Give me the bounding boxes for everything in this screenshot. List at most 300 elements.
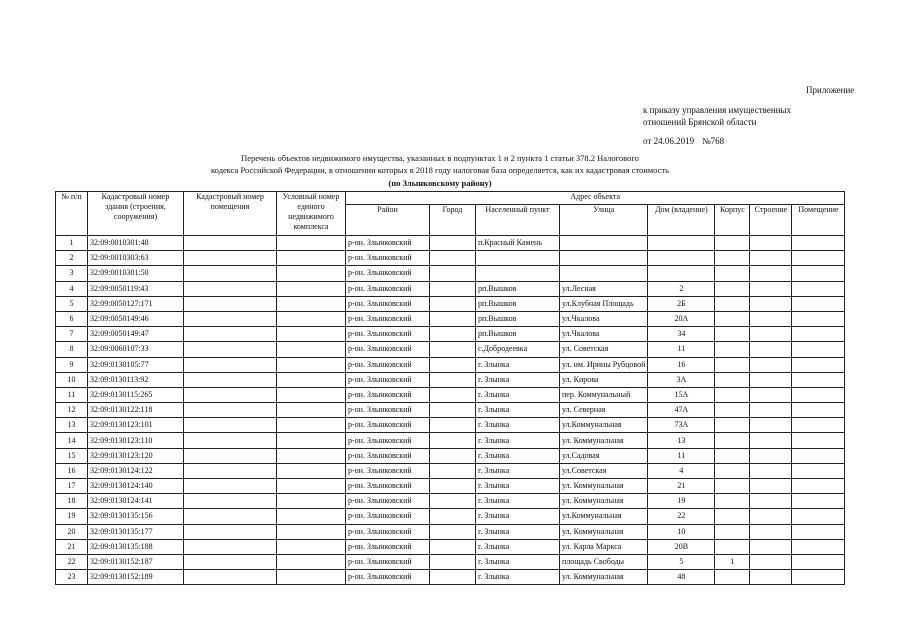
room-cadastral-cell (184, 281, 277, 296)
city-cell (430, 433, 476, 448)
locality-cell: г. Злынка (476, 448, 560, 463)
korpus-cell (715, 357, 750, 372)
room-cadastral-cell (184, 494, 277, 509)
korpus-cell (715, 494, 750, 509)
locality-cell: г. Злынка (476, 387, 560, 402)
building-cadastral-cell: 32:09:0130152:189 (88, 570, 184, 585)
district-cell: р-он. Злынковский (346, 251, 430, 266)
house-cell: 22 (648, 509, 715, 524)
locality-cell: г. Злынка (476, 403, 560, 418)
street-cell: ул.Садовая (560, 448, 648, 463)
city-cell (430, 387, 476, 402)
house-cell (648, 266, 715, 281)
row-number: 23 (56, 570, 88, 585)
room-cadastral-cell (184, 311, 277, 326)
complex-number-cell (277, 296, 346, 311)
locality-cell: г. Злынка (476, 570, 560, 585)
district-cell: р-он. Злынковский (346, 357, 430, 372)
building-part-cell (750, 296, 792, 311)
complex-number-cell (277, 236, 346, 251)
building-part-cell (750, 539, 792, 554)
building-cadastral-cell: 32:09:0130105:77 (88, 357, 184, 372)
table-row (56, 448, 845, 463)
table-row (56, 494, 845, 509)
header-house: Дом (владение) (648, 205, 715, 236)
street-cell: ул.Коммунальная (560, 418, 648, 433)
street-cell: ул. Коммунальная (560, 433, 648, 448)
table-row (56, 251, 845, 266)
house-cell: 11 (648, 342, 715, 357)
complex-number-cell (277, 570, 346, 585)
table-row (56, 236, 845, 251)
district-cell: р-он. Злынковский (346, 266, 430, 281)
street-cell: ул. Карла Маркса (560, 539, 648, 554)
row-number: 20 (56, 524, 88, 539)
property-table (55, 191, 845, 585)
locality-cell: г. Злынка (476, 539, 560, 554)
city-cell (430, 403, 476, 418)
building-part-cell (750, 251, 792, 266)
house-cell: 21 (648, 479, 715, 494)
header-building-part: Строение (750, 205, 792, 236)
row-number: 15 (56, 448, 88, 463)
building-part-cell (750, 494, 792, 509)
korpus-cell (715, 448, 750, 463)
premises-cell (792, 281, 845, 296)
street-cell: ул.Клубная Площадь (560, 296, 648, 311)
room-cadastral-cell (184, 554, 277, 569)
building-part-cell (750, 479, 792, 494)
building-cadastral-cell: 32:09:0010301:50 (88, 266, 184, 281)
order-line-2: отношений Брянской области (643, 117, 757, 127)
district-cell: р-он. Злынковский (346, 433, 430, 448)
list-title-line-2: кодекса Российской Федерации, в отношении которых в 2018 году налоговая база определяется, как их кадастровая стоимость (210, 165, 669, 175)
locality-cell (476, 266, 560, 281)
premises-cell (792, 372, 845, 387)
premises-cell (792, 433, 845, 448)
building-cadastral-cell: 32:09:0130123:110 (88, 433, 184, 448)
city-cell (430, 463, 476, 478)
district-cell: р-он. Злынковский (346, 539, 430, 554)
street-cell: ул.Лесная (560, 281, 648, 296)
building-part-cell (750, 372, 792, 387)
building-part-cell (750, 554, 792, 569)
building-part-cell (750, 403, 792, 418)
row-number: 12 (56, 403, 88, 418)
locality-cell: рп.Вышков (476, 311, 560, 326)
house-cell: 2 (648, 281, 715, 296)
building-part-cell (750, 433, 792, 448)
locality-cell: г. Злынка (476, 554, 560, 569)
city-cell (430, 357, 476, 372)
building-cadastral-cell: 32:09:0130135:188 (88, 539, 184, 554)
table-row (56, 266, 845, 281)
header-street: Улица (560, 205, 648, 236)
locality-cell: п.Красный Камень (476, 236, 560, 251)
complex-number-cell (277, 251, 346, 266)
building-cadastral-cell: 32:09:0130152:187 (88, 554, 184, 569)
row-number: 1 (56, 236, 88, 251)
row-number: 2 (56, 251, 88, 266)
complex-number-cell (277, 403, 346, 418)
room-cadastral-cell (184, 509, 277, 524)
premises-cell (792, 311, 845, 326)
korpus-cell (715, 418, 750, 433)
region-title: (по Злынковскому району) (388, 178, 492, 188)
korpus-cell (715, 479, 750, 494)
locality-cell: г. Злынка (476, 524, 560, 539)
table-row (56, 509, 845, 524)
locality-cell: рп.Вышков (476, 327, 560, 342)
premises-cell (792, 387, 845, 402)
korpus-cell (715, 539, 750, 554)
table-row (56, 570, 845, 585)
premises-cell (792, 251, 845, 266)
row-number: 11 (56, 387, 88, 402)
room-cadastral-cell (184, 296, 277, 311)
premises-cell (792, 266, 845, 281)
locality-cell: г. Злынка (476, 479, 560, 494)
row-number: 13 (56, 418, 88, 433)
table-row (56, 554, 845, 569)
korpus-cell (715, 311, 750, 326)
korpus-cell (715, 403, 750, 418)
building-part-cell (750, 463, 792, 478)
complex-number-cell (277, 448, 346, 463)
building-part-cell (750, 266, 792, 281)
table-row (56, 281, 845, 296)
city-cell (430, 554, 476, 569)
header-district: Район (346, 205, 430, 236)
room-cadastral-cell (184, 433, 277, 448)
korpus-cell: 1 (715, 554, 750, 569)
complex-number-cell (277, 357, 346, 372)
room-cadastral-cell (184, 327, 277, 342)
city-cell (430, 479, 476, 494)
city-cell (430, 236, 476, 251)
district-cell: р-он. Злынковский (346, 524, 430, 539)
district-cell: р-он. Злынковский (346, 281, 430, 296)
room-cadastral-cell (184, 403, 277, 418)
order-number: №768 (702, 136, 725, 146)
city-cell (430, 448, 476, 463)
locality-cell: г. Злынка (476, 418, 560, 433)
house-cell: 16 (648, 357, 715, 372)
street-cell: ул. им. Ирины Рубцовой (560, 357, 648, 372)
building-cadastral-cell: 32:09:0130135:156 (88, 509, 184, 524)
street-cell: ул.Советская (560, 463, 648, 478)
complex-number-cell (277, 554, 346, 569)
house-cell (648, 251, 715, 266)
street-cell: площадь Свободы (560, 554, 648, 569)
district-cell: р-он. Злынковский (346, 372, 430, 387)
house-cell: 5 (648, 554, 715, 569)
row-number: 16 (56, 463, 88, 478)
korpus-cell (715, 570, 750, 585)
room-cadastral-cell (184, 448, 277, 463)
district-cell: р-он. Злынковский (346, 296, 430, 311)
district-cell: р-он. Злынковский (346, 570, 430, 585)
house-cell: 13 (648, 433, 715, 448)
room-cadastral-cell (184, 251, 277, 266)
building-part-cell (750, 281, 792, 296)
building-cadastral-cell: 32:09:0060107:33 (88, 342, 184, 357)
building-part-cell (750, 327, 792, 342)
row-number: 8 (56, 342, 88, 357)
house-cell: 10 (648, 524, 715, 539)
complex-number-cell (277, 509, 346, 524)
room-cadastral-cell (184, 357, 277, 372)
korpus-cell (715, 509, 750, 524)
premises-cell (792, 327, 845, 342)
house-cell: 20В (648, 539, 715, 554)
building-cadastral-cell: 32:09:0050119:43 (88, 281, 184, 296)
table-row (56, 327, 845, 342)
house-cell: 3А (648, 372, 715, 387)
order-line-1: к приказу управления имущественных (643, 105, 792, 115)
locality-cell: г. Злынка (476, 357, 560, 372)
locality-cell: г. Злынка (476, 372, 560, 387)
building-part-cell (750, 342, 792, 357)
street-cell (560, 266, 648, 281)
premises-cell (792, 236, 845, 251)
korpus-cell (715, 463, 750, 478)
district-cell: р-он. Злынковский (346, 463, 430, 478)
header-premises: Помещение (792, 205, 845, 236)
district-cell: р-он. Злынковский (346, 448, 430, 463)
street-cell: ул. Коммунальная (560, 524, 648, 539)
row-number: 10 (56, 372, 88, 387)
premises-cell (792, 418, 845, 433)
building-cadastral-cell: 32:09:0050127:171 (88, 296, 184, 311)
locality-cell: г. Злынка (476, 463, 560, 478)
complex-number-cell (277, 327, 346, 342)
street-cell: ул.Чкалова (560, 311, 648, 326)
room-cadastral-cell (184, 342, 277, 357)
street-cell: ул. Коммунальная (560, 570, 648, 585)
table-row (56, 479, 845, 494)
building-part-cell (750, 357, 792, 372)
row-number: 6 (56, 311, 88, 326)
row-number: 3 (56, 266, 88, 281)
row-number: 4 (56, 281, 88, 296)
street-cell: ул. Советская (560, 342, 648, 357)
locality-cell: г. Злынка (476, 509, 560, 524)
korpus-cell (715, 266, 750, 281)
room-cadastral-cell (184, 479, 277, 494)
city-cell (430, 311, 476, 326)
building-cadastral-cell: 32:09:0130124:140 (88, 479, 184, 494)
district-cell: р-он. Злынковский (346, 494, 430, 509)
room-cadastral-cell (184, 266, 277, 281)
city-cell (430, 281, 476, 296)
korpus-cell (715, 296, 750, 311)
korpus-cell (715, 387, 750, 402)
city-cell (430, 494, 476, 509)
locality-cell: г. Злынка (476, 433, 560, 448)
street-cell: пер. Коммунальный (560, 387, 648, 402)
city-cell (430, 266, 476, 281)
building-cadastral-cell: 32:09:0130124:141 (88, 494, 184, 509)
street-cell: ул. Коммунальная (560, 479, 648, 494)
building-cadastral-cell: 32:09:0130123:120 (88, 448, 184, 463)
premises-cell (792, 539, 845, 554)
table-row (56, 433, 845, 448)
building-part-cell (750, 418, 792, 433)
building-cadastral-cell: 32:09:0010301:48 (88, 236, 184, 251)
building-part-cell (750, 524, 792, 539)
korpus-cell (715, 433, 750, 448)
house-cell: 73А (648, 418, 715, 433)
room-cadastral-cell (184, 372, 277, 387)
room-cadastral-cell (184, 236, 277, 251)
room-cadastral-cell (184, 524, 277, 539)
locality-cell: г. Злынка (476, 494, 560, 509)
complex-number-cell (277, 539, 346, 554)
order-date: от 24.06.2019 (643, 136, 695, 146)
house-cell: 15А (648, 387, 715, 402)
table-row (56, 311, 845, 326)
complex-number-cell (277, 372, 346, 387)
house-cell: 4 (648, 463, 715, 478)
city-cell (430, 539, 476, 554)
building-part-cell (750, 311, 792, 326)
table-row (56, 463, 845, 478)
korpus-cell (715, 281, 750, 296)
complex-number-cell (277, 524, 346, 539)
district-cell: р-он. Злынковский (346, 554, 430, 569)
street-cell (560, 236, 648, 251)
complex-number-cell (277, 387, 346, 402)
house-cell: 2Б (648, 296, 715, 311)
korpus-cell (715, 251, 750, 266)
row-number: 9 (56, 357, 88, 372)
table-row (56, 342, 845, 357)
row-number: 18 (56, 494, 88, 509)
korpus-cell (715, 327, 750, 342)
appendix-title: Приложение (806, 85, 855, 95)
complex-number-cell (277, 281, 346, 296)
locality-cell: с.Добродеевка (476, 342, 560, 357)
header-num: № п/п (56, 192, 88, 236)
header-complex-number: Условный номер единого недвижимого комплекса (277, 192, 346, 236)
city-cell (430, 372, 476, 387)
korpus-cell (715, 342, 750, 357)
building-cadastral-cell: 32:09:0130122:118 (88, 403, 184, 418)
building-part-cell (750, 387, 792, 402)
district-cell: р-он. Злынковский (346, 236, 430, 251)
complex-number-cell (277, 463, 346, 478)
korpus-cell (715, 236, 750, 251)
street-cell: ул. Коммунальная (560, 494, 648, 509)
premises-cell (792, 509, 845, 524)
district-cell: р-он. Злынковский (346, 479, 430, 494)
street-cell: ул. Северная (560, 403, 648, 418)
building-part-cell (750, 570, 792, 585)
district-cell: р-он. Злынковский (346, 311, 430, 326)
city-cell (430, 342, 476, 357)
building-cadastral-cell: 32:09:0050149:47 (88, 327, 184, 342)
row-number: 17 (56, 479, 88, 494)
header-room-cadastral: Кадастровый номер помещения (184, 192, 277, 236)
building-cadastral-cell: 32:09:0050149:46 (88, 311, 184, 326)
table-row (56, 539, 845, 554)
building-cadastral-cell: 32:09:0130135:177 (88, 524, 184, 539)
table-row (56, 357, 845, 372)
city-cell (430, 327, 476, 342)
street-cell (560, 251, 648, 266)
room-cadastral-cell (184, 570, 277, 585)
district-cell: р-он. Злынковский (346, 403, 430, 418)
building-cadastral-cell: 32:09:0130124:122 (88, 463, 184, 478)
table-row (56, 403, 845, 418)
premises-cell (792, 524, 845, 539)
korpus-cell (715, 372, 750, 387)
order-date-line (643, 136, 724, 147)
district-cell: р-он. Злынковский (346, 327, 430, 342)
locality-cell: рп.Вышков (476, 281, 560, 296)
room-cadastral-cell (184, 539, 277, 554)
street-cell: ул.Чкалова (560, 327, 648, 342)
street-cell: ул.Коммунальная (560, 509, 648, 524)
premises-cell (792, 570, 845, 585)
building-part-cell (750, 448, 792, 463)
district-cell: р-он. Злынковский (346, 387, 430, 402)
city-cell (430, 524, 476, 539)
house-cell (648, 236, 715, 251)
premises-cell (792, 463, 845, 478)
header-city: Город (430, 205, 476, 236)
building-cadastral-cell: 32:09:0130123:101 (88, 418, 184, 433)
premises-cell (792, 342, 845, 357)
house-cell: 34 (648, 327, 715, 342)
room-cadastral-cell (184, 418, 277, 433)
header-locality: Населенный пункт (476, 205, 560, 236)
premises-cell (792, 357, 845, 372)
building-cadastral-cell: 32:09:0010303:63 (88, 251, 184, 266)
complex-number-cell (277, 342, 346, 357)
complex-number-cell (277, 418, 346, 433)
house-cell: 48 (648, 570, 715, 585)
district-cell: р-он. Злынковский (346, 418, 430, 433)
row-number: 21 (56, 539, 88, 554)
city-cell (430, 251, 476, 266)
room-cadastral-cell (184, 463, 277, 478)
complex-number-cell (277, 479, 346, 494)
complex-number-cell (277, 433, 346, 448)
premises-cell (792, 296, 845, 311)
row-number: 14 (56, 433, 88, 448)
row-number: 5 (56, 296, 88, 311)
premises-cell (792, 479, 845, 494)
house-cell: 47А (648, 403, 715, 418)
header-korpus: Корпус (715, 205, 750, 236)
city-cell (430, 509, 476, 524)
complex-number-cell (277, 311, 346, 326)
premises-cell (792, 494, 845, 509)
table-row (56, 387, 845, 402)
building-cadastral-cell: 32:09:0130115:265 (88, 387, 184, 402)
city-cell (430, 418, 476, 433)
house-cell: 20А (648, 311, 715, 326)
row-number: 7 (56, 327, 88, 342)
premises-cell (792, 403, 845, 418)
district-cell: р-он. Злынковский (346, 342, 430, 357)
city-cell (430, 296, 476, 311)
korpus-cell (715, 524, 750, 539)
row-number: 19 (56, 509, 88, 524)
building-part-cell (750, 236, 792, 251)
